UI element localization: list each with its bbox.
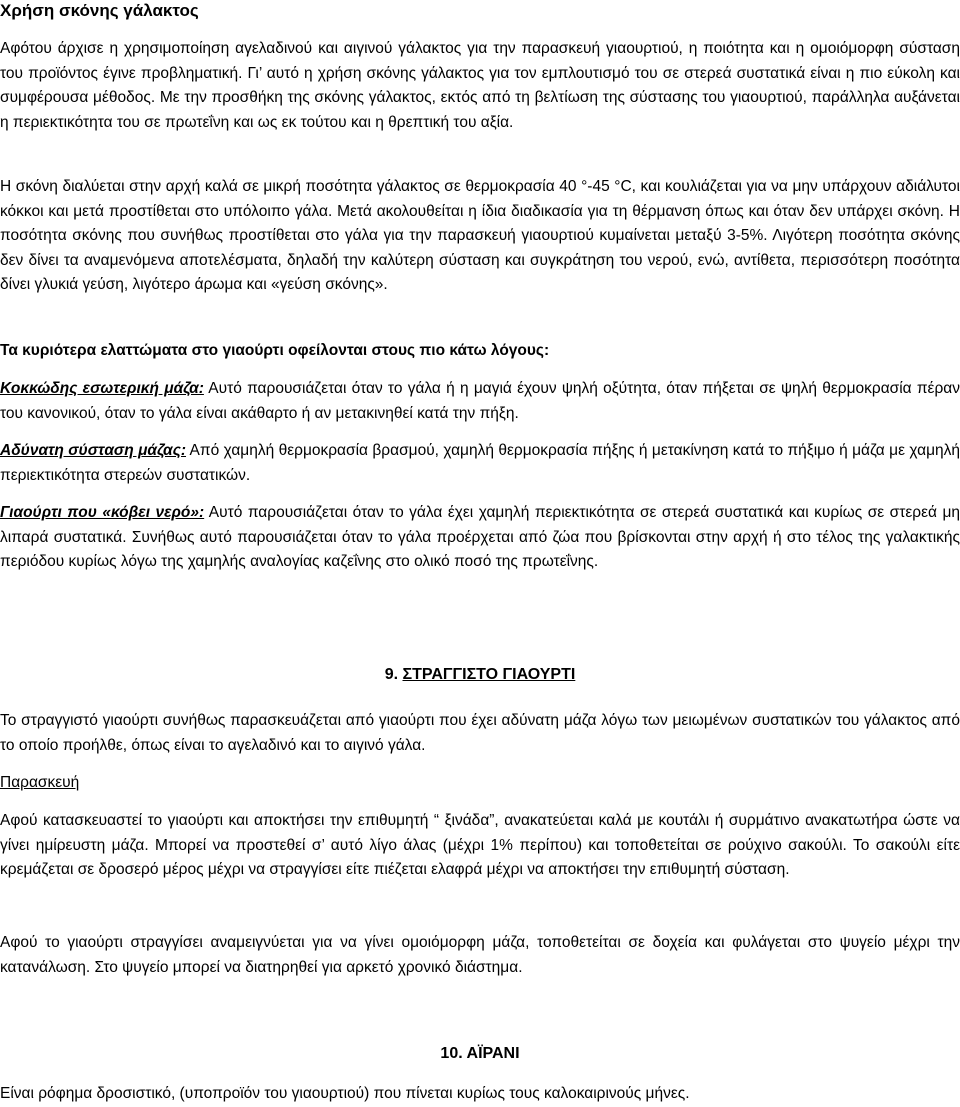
defect-text: Από χαμηλή θερμοκρασία βρασμού, χαμηλή θερμοκρασία πήξης ή μετακίνηση κατά το πήξιμο ή μάζα με χαμηλή περιεκτικότητα στερεών συστατικών. [0,442,960,484]
chapter-title: ΣΤΡΑΓΓΙΣΤΟ ΓΙΑΟΥΡΤΙ [402,666,576,683]
defects-heading: Τα κυριότερα ελαττώματα στο γιαούρτι οφείλονται στους πιο κάτω λόγους: [0,342,550,359]
defect-term: Κοκκώδης εσωτερική μάζα: [0,380,204,397]
paragraph-storage: Αφού το γιαούρτι στραγγίσει αναμειγνύεται για να γίνει ομοιόμορφη μάζα, τοποθετείται σε δοχεία και φυλάγεται στο ψυγείο μέχρι την κατανάλωση. Στο ψυγείο μπορεί να διατηρηθεί για αρκετό χρονικό διάστημα. [0,934,960,976]
defect-text: Αυτό παρουσιάζεται όταν το γάλα έχει χαμηλή περιεκτικότητα σε στερεά συστατικά και κυρίως σε στερεά μη λιπαρά συστατικά. Συνήθως αυτό παρουσιάζεται όταν το γάλα προέρχεται από ζώα που βρίσκονται στην αρχή ή στο τέλος της γαλακτικής περιόδου κυρίως λόγω της χαμηλής αναλογίας καζεΐνης στο ολικό ποσό της πρωτεΐνης. [0,504,960,570]
defect-term: Αδύνατη σύσταση μάζας: [0,442,187,459]
chapter-10-heading: 10. ΑΪΡΑΝΙ [440,1045,520,1062]
paragraph-preparation: Αφού κατασκευαστεί το γιαούρτι και αποκτήσει την επιθυμητή “ ξινάδα”, ανακατεύεται καλά με κουτάλι ή συρμάτινο ανακατωτήρα ώστε να γίνει ημίρευστη μάζα. Μπορεί να προστεθεί σ’ αυτό λίγο άλας (μέχρι 1% περίπου) και τοποθετείται σε ρούχινο σακούλι. Το σακούλι είτε κρεμάζεται σε δροσερό μέρος μέχρι να στραγγίσει είτε πιέζεται ελαφρά μέχρι να αποκτήσει την επιθυμητή σύσταση. [0,812,960,878]
defect-term: Γιαούρτι που «κόβει νερό»: [0,504,205,521]
chapter-number: 9. [384,666,403,683]
defect-item [0,377,960,426]
defect-item [0,501,960,575]
defect-item [0,439,960,488]
preparation-heading: Παρασκευή [0,774,80,791]
paragraph-strained-yogurt-intro: Το στραγγιστό γιαούρτι συνήθως παρασκευάζεται από γιαούρτι που έχει αδύνατη μάζα λόγω των μειωμένων συστατικών του γάλακτος από το οποίο προήλθε, όπως είναι το αγελαδινό και το αιγινό γάλα. [0,712,960,754]
chapter-9-heading [0,666,960,684]
paragraph-ayran: Είναι ρόφημα δροσιστικό, (υποπροϊόν του γιαουρτιού) που πίνεται κυρίως τους καλοκαιρινούς μήνες. [0,1085,690,1102]
paragraph-milk-powder-usage: Η σκόνη διαλύεται στην αρχή καλά σε μικρή ποσότητα γάλακτος σε θερμοκρασία 40 °-45 °C, και κουλιάζεται για να μην υπάρχουν αδιάλυτοι κόκκοι και μετά προστίθεται στο υπόλοιπο γάλα. Μετά ακολουθείται η ίδια διαδικασία για τη θέρμανση όπως και όταν δεν υπάρχει σκόνη. Η ποσότητα σκόνης που συνήθως προστίθεται στο γάλα για την παρασκευή γιαουρτιού κυμαίνεται μεταξύ 3-5%. Λιγότερη ποσότητα σκόνης δεν δίνει τα αναμενόμενα αποτελέσματα, δηλαδή την καλύτερη σύσταση και συγκράτηση του νερού, ενώ, αντίθετα, περισσότερη ποσότητα δίνει γλυκιά γεύση, λιγότερο άρωμα και «γεύση σκόνης». [0,178,960,293]
section-title: Χρήση σκόνης γάλακτος [0,1,199,20]
paragraph-milk-powder-intro: Αφότου άρχισε η χρησιμοποίηση αγελαδινού και αιγινού γάλακτος για την παρασκευή γιαουρτιού, η ποιότητα και η ομοιόμορφη σύσταση του προϊόντος έγινε προβληματική. Γι’ αυτό η χρήση σκόνης γάλακτος για τον εμπλουτισμό του σε στερεά συστατικά είναι η πιο εύκολη και συμφέρουσα μέθοδος. Με την προσθήκη της σκόνης γάλακτος, εκτός από τη βελτίωση της σύστασης του γιαουρτιού, παράλληλα αυξάνεται η περιεκτικότητα του σε πρωτεΐνη και ως εκ τούτου και η θρεπτική του αξία. [0,40,960,131]
defect-text: Αυτό παρουσιάζεται όταν το γάλα ή η μαγιά έχουν ψηλή οξύτητα, όταν πήξεται σε ψηλή θερμοκρασία πέραν του κανονικού, όταν το γάλα είναι ακάθαρτο ή αν μετακινηθεί κατά την πήξη. [0,380,960,422]
